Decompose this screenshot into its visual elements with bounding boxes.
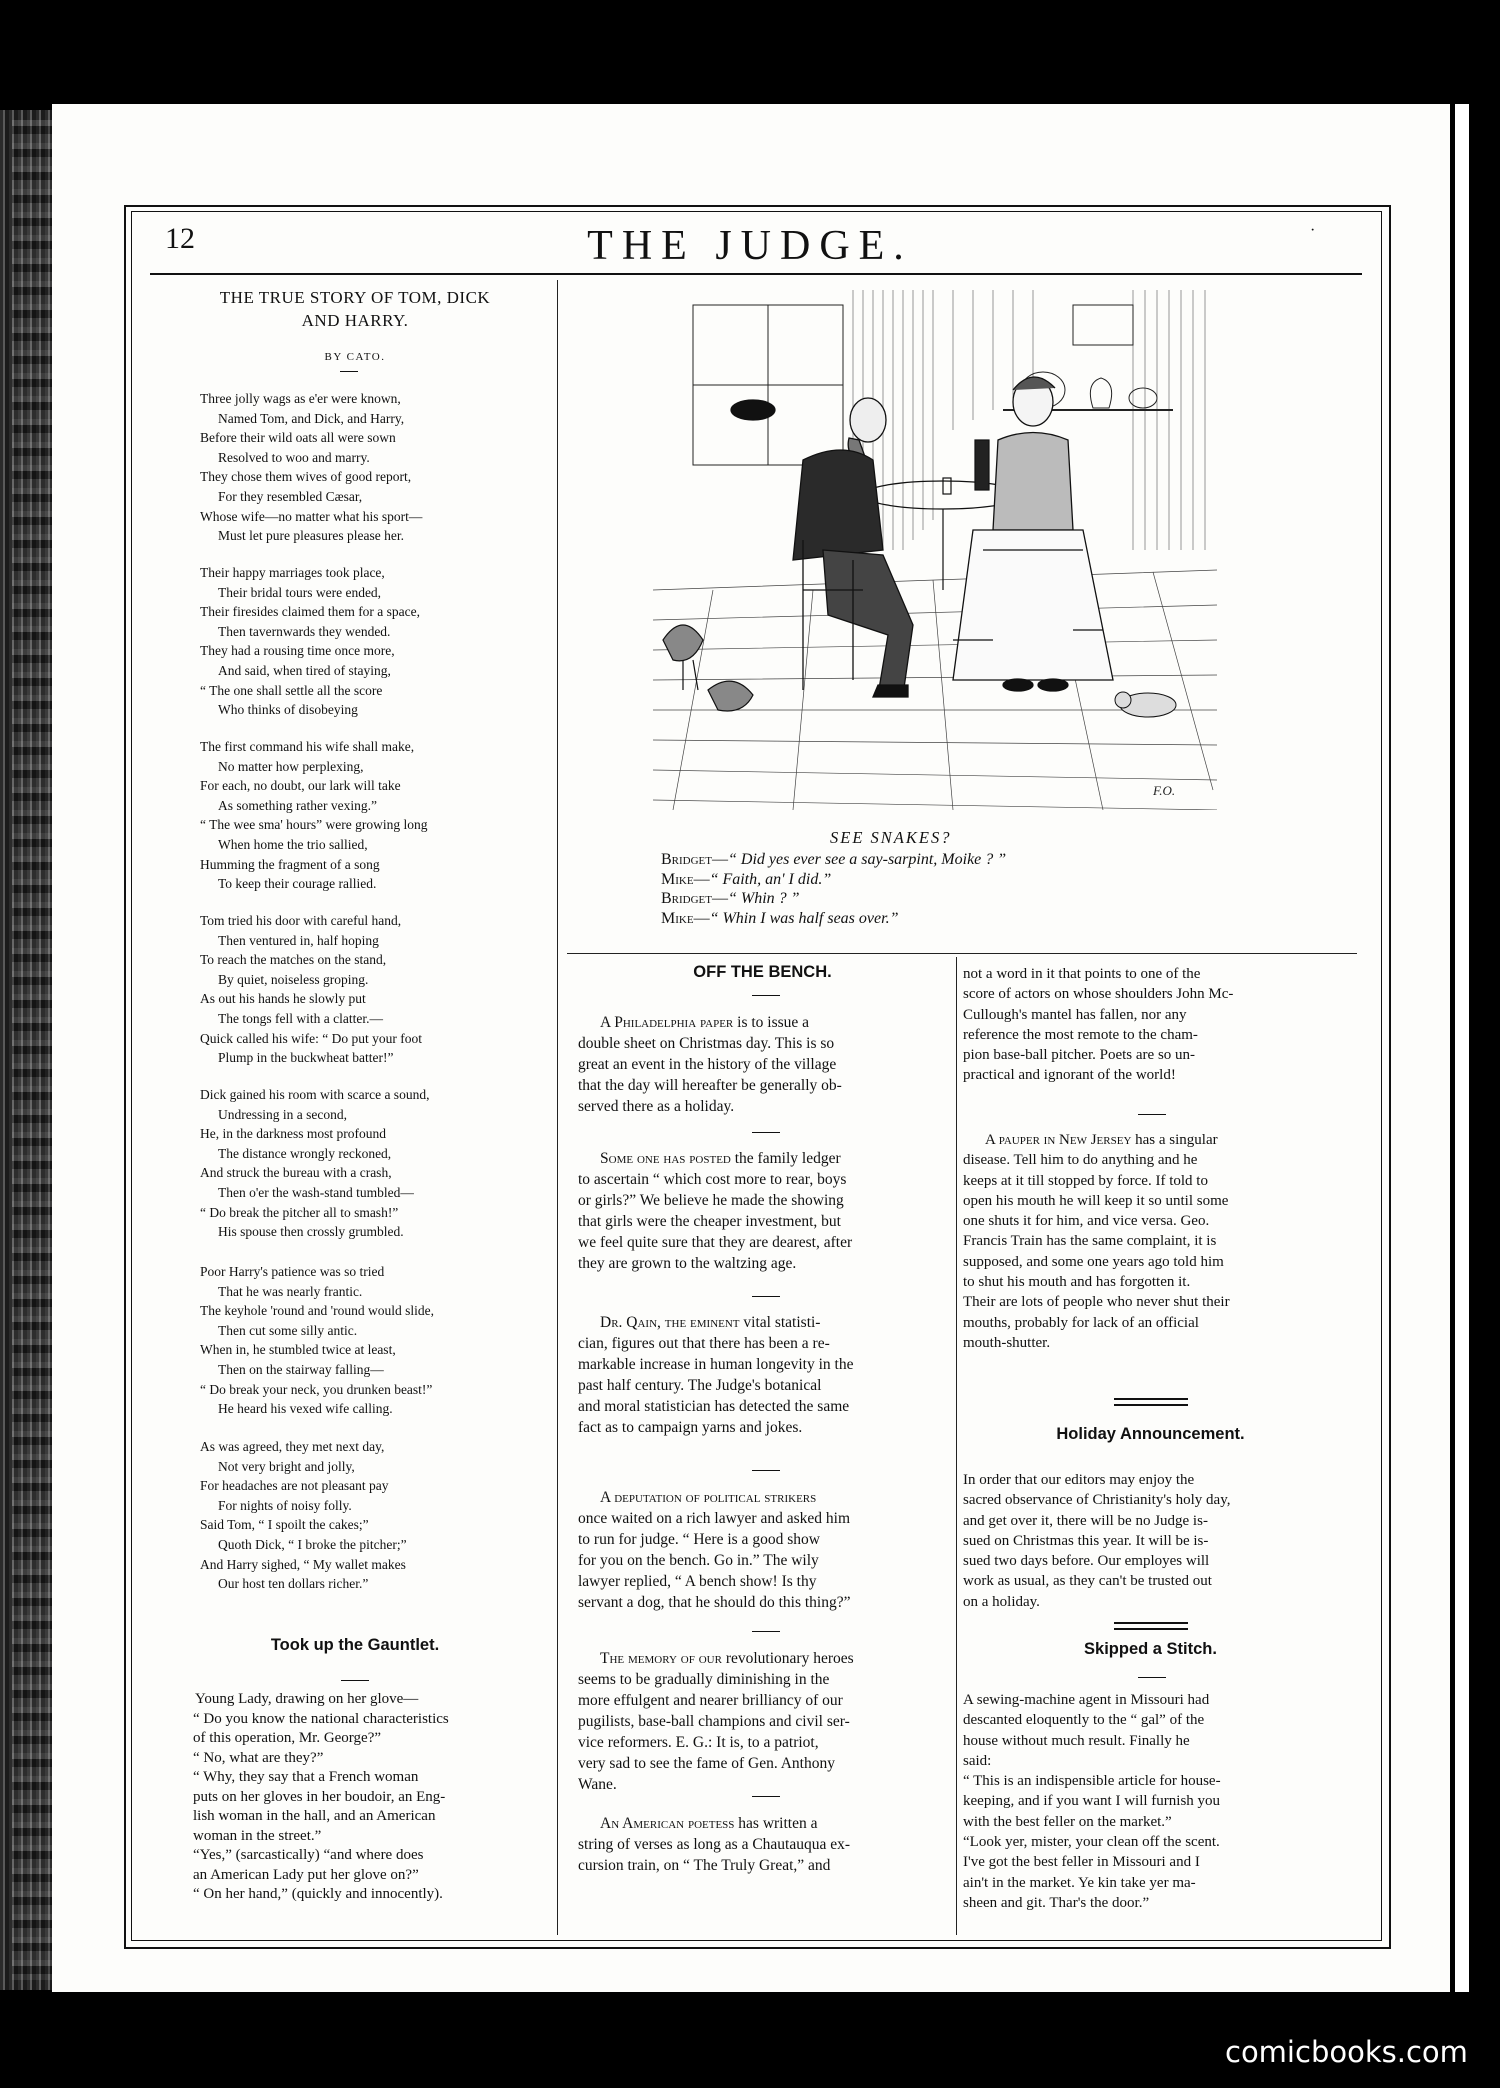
right-line [963, 1272, 1338, 1292]
right-line [963, 1511, 1338, 1531]
poem-line: Their bridal tours were ended, [218, 584, 382, 600]
bench-line [578, 1711, 950, 1732]
bench-text: to run for judge. “ Here is a good show [578, 1531, 820, 1548]
bench-line [578, 1012, 950, 1033]
poem-line: To keep their courage rallied. [218, 876, 377, 892]
poem-line: To reach the matches on the stand, [200, 952, 387, 968]
next-page-edge [1455, 104, 1469, 1992]
right-text: has a singular [1135, 1132, 1218, 1148]
off-the-bench-headline: OFF THE BENCH. [693, 963, 832, 981]
right-line [963, 1852, 1338, 1872]
hat [731, 400, 775, 420]
right-line [963, 1551, 1338, 1571]
poem-line: He, in the darkness most profound [200, 1126, 386, 1142]
gauntlet-line: “ No, what are they?” [193, 1749, 324, 1766]
bench-text: and moral statistician has detected the same [578, 1398, 850, 1415]
bench-text: markable increase in human longevity in the [578, 1356, 854, 1373]
poem-line: Humming the fragment of a song [200, 856, 380, 872]
right-text: keeping, and if you want I will furnish you [963, 1793, 1221, 1810]
right-line [963, 1751, 1338, 1771]
bench-text: has written a [738, 1815, 818, 1832]
bench-lead: Some one has posted [600, 1150, 731, 1167]
gauntlet-line: “ On her hand,” (quickly and innocently). [193, 1886, 443, 1902]
bench-text: vital statisti- [743, 1314, 821, 1331]
right-line [963, 1873, 1338, 1893]
gauntlet-line: an American Lady put her glove on?” [193, 1866, 419, 1883]
dialogue-dash: — [712, 890, 728, 907]
poem-line: Then cut some silly antic. [218, 1322, 358, 1338]
poem-stanza [200, 1085, 555, 1242]
bench-line [578, 1096, 950, 1117]
right-text: I've got the best feller in Missouri and I [963, 1854, 1200, 1871]
bench-text: great an event in the history of the village [578, 1056, 837, 1073]
right-line [963, 1150, 1338, 1170]
bench-line [578, 1417, 950, 1438]
right-line [963, 1211, 1338, 1231]
poem-line: Resolved to woo and marry. [218, 449, 370, 465]
right-text: reference the most remote to the cham- [963, 1026, 1198, 1043]
dialogue-text: “ Whin ? ” [728, 890, 800, 907]
right-line [963, 1005, 1338, 1025]
bench-line [578, 1669, 950, 1690]
gauntlet-line: woman in the street.” [193, 1827, 322, 1844]
right-line [963, 1191, 1338, 1211]
bench-line [578, 1648, 950, 1669]
column-rule-mid [956, 957, 957, 1935]
bench-line [578, 1333, 950, 1354]
bench-text: served there as a holiday. [578, 1098, 735, 1115]
bench-line [578, 1312, 950, 1333]
gauntlet-line: “ Why, they say that a French woman [193, 1769, 419, 1785]
bench-text: we feel quite sure that they are dearest, after [578, 1234, 853, 1251]
bench-text: seems to be gradually diminishing in the [578, 1671, 830, 1688]
bench-line [578, 1834, 950, 1855]
right-text: “ This is an indispensible article for house- [963, 1773, 1221, 1790]
poem-stanza [200, 737, 555, 894]
artist-signature: F.O. [1153, 783, 1176, 798]
right-line [963, 1731, 1338, 1751]
bench-line [578, 1571, 950, 1592]
bench-text: the family ledger [734, 1150, 841, 1167]
section-dash [752, 1631, 780, 1632]
bench-line [578, 1592, 950, 1613]
bench-line [578, 1375, 950, 1396]
poem-line: Then tavernwards they wended. [218, 623, 391, 639]
poem-line: Named Tom, and Dick, and Harry, [218, 410, 405, 426]
binding-texture [12, 120, 52, 1980]
double-rule [1114, 1622, 1188, 1630]
poem-line: The first command his wife shall make, [200, 739, 415, 754]
dialogue-speaker: Bridget [661, 890, 712, 907]
gauntlet-text [193, 1690, 553, 1905]
poem-title-line: AND HARRY. [301, 311, 409, 330]
bench-text: more effulgent and nearer brilliancy of our [578, 1692, 843, 1709]
poem-line: “ Do break the pitcher all to smash!” [200, 1204, 399, 1220]
poem-line: Before their wild oats all were sown [200, 430, 396, 446]
bench-text: servant a dog, that he should do this thing?” [578, 1594, 851, 1611]
poem-title-line: THE TRUE STORY OF TOM, DICK [219, 288, 491, 307]
cartoon-title: SEE SNAKES? [830, 828, 952, 847]
poem-stanza [200, 1437, 555, 1594]
poem-line: Must let pure pleasures please her. [218, 528, 404, 544]
wall-picture [1073, 305, 1133, 345]
man-figure [731, 398, 913, 697]
bench-lead: An American poetess [600, 1815, 735, 1832]
poem-line: That he was nearly frantic. [218, 1283, 363, 1299]
poem-line: For each, no doubt, our lark will take [200, 778, 401, 794]
poem-line: And Harry sighed, “ My wallet makes [200, 1556, 406, 1572]
dialogue-dash: — [712, 851, 728, 868]
right-text: on a holiday. [963, 1593, 1040, 1610]
right-text: score of actors on whose shoulders John Mc- [963, 986, 1234, 1003]
double-rule [1114, 1398, 1188, 1406]
bench-line [578, 1690, 950, 1711]
bench-text: vice reformers. E. G.: It is, to a patriot, [578, 1734, 819, 1751]
dialogue-text: “ Did yes ever see a say-sarpint, Moike ? ” [728, 851, 1007, 868]
bench-line [578, 1774, 950, 1795]
poem-line: Their happy marriages took place, [200, 565, 385, 580]
gauntlet-line: “Yes,” (sarcastically) “and where does [193, 1847, 424, 1863]
right-text: one shuts it for him, and vice versa. Geo. [963, 1213, 1210, 1230]
bench-line [578, 1855, 950, 1876]
right-line [963, 1333, 1338, 1353]
right-paragraph [963, 1690, 1338, 1913]
poem-line: And said, when tired of staying, [218, 662, 391, 678]
right-line [963, 1531, 1338, 1551]
right-text: A sewing-machine agent in Missouri had [963, 1692, 1210, 1708]
right-line [963, 1252, 1338, 1272]
bench-text: they are grown to the waltzing age. [578, 1255, 797, 1272]
bench-text: pugilists, base-ball champions and civil ser- [578, 1713, 850, 1730]
section-dash [341, 1680, 369, 1681]
bench-line [578, 1354, 950, 1375]
right-text: to shut his mouth and has forgotten it. [963, 1274, 1191, 1291]
poem-line: Quick called his wife: “ Do put your foot [200, 1030, 422, 1046]
right-text: and get over it, there will be no Judge is- [963, 1512, 1208, 1529]
poem-line: Dick gained his room with scarce a sound, [200, 1087, 430, 1102]
cartoon-caption [661, 850, 1221, 928]
stitch-headline: Skipped a Stitch. [1084, 1640, 1217, 1658]
right-line [963, 1130, 1338, 1150]
right-line [963, 1791, 1338, 1811]
bench-lead: A deputation of political strikers [600, 1489, 817, 1506]
bench-item [578, 1012, 950, 1117]
section-dash [752, 1132, 780, 1133]
holiday-headline: Holiday Announcement. [1056, 1425, 1245, 1443]
poem-line: When home the trio sallied, [218, 836, 368, 852]
right-text: disease. Tell him to do anything and he [963, 1152, 1198, 1169]
right-line [963, 1812, 1338, 1832]
gauntlet-line: Young Lady, drawing on her glove— [195, 1691, 419, 1707]
right-line [963, 964, 1338, 984]
right-text: Francis Train has the same complaint, it is [963, 1233, 1217, 1250]
bench-line [578, 1396, 950, 1417]
bench-line [578, 1148, 950, 1169]
poem-line: For headaches are not pleasant pay [200, 1478, 389, 1494]
right-line [963, 1710, 1338, 1730]
right-line [963, 1893, 1338, 1913]
right-text: Cullough's mantel has fallen, nor any [963, 1006, 1187, 1023]
bench-line [578, 1529, 950, 1550]
bench-line [578, 1033, 950, 1054]
poem-line: For nights of noisy folly. [218, 1497, 352, 1513]
page-number: 12 [165, 222, 195, 255]
bench-line [578, 1253, 950, 1274]
right-text: open his mouth he will keep it so until some [963, 1192, 1229, 1209]
right-paragraph [963, 964, 1338, 1086]
masthead: THE JUDGE. [587, 223, 913, 269]
jug [1090, 378, 1111, 408]
poem-line: The tongs fell with a clatter.— [218, 1010, 383, 1026]
dialogue-line [661, 850, 1221, 870]
right-text: sued on Christmas this year. It will be is- [963, 1532, 1209, 1549]
dialogue-speaker: Mike [661, 870, 694, 888]
poem-line: When in, he stumbled twice at least, [200, 1342, 396, 1358]
poem-line: As something rather vexing.” [218, 797, 377, 813]
right-paragraph [963, 1130, 1338, 1353]
poem-line: “ The one shall settle all the score [200, 682, 383, 698]
right-text: Their are lots of people who never shut their [963, 1294, 1230, 1311]
poem-line: As out his hands he slowly put [200, 991, 366, 1007]
bench-line [578, 1732, 950, 1753]
poem-byline: BY CATO. [324, 351, 386, 363]
dialogue-dash: — [693, 870, 710, 888]
dialogue-text: “ Faith, an' I did.” [709, 870, 832, 888]
bench-text: past half century. The Judge's botanical [578, 1377, 822, 1394]
poem-line: Their firesides claimed them for a space, [200, 604, 421, 620]
right-text: “Look yer, mister, your clean off the scent. [963, 1834, 1220, 1851]
bench-text: or girls?” We believe he made the showing [578, 1192, 844, 1209]
right-text: work as usual, as they can't be trusted out [963, 1573, 1212, 1590]
bench-item [578, 1648, 950, 1795]
poem-line: Not very bright and jolly, [218, 1458, 355, 1474]
right-line [963, 1571, 1338, 1591]
poem-line: Who thinks of disobeying [218, 702, 358, 718]
woman-figure [953, 377, 1113, 691]
right-text: ain't in the market. Ye kin take yer ma- [963, 1874, 1196, 1891]
right-line [963, 1171, 1338, 1191]
poem-line: They chose them wives of good report, [200, 469, 412, 485]
dialogue-dash: — [693, 909, 710, 927]
bench-text: fact as to campaign yarns and jokes. [578, 1419, 803, 1436]
section-dash [752, 995, 780, 996]
right-text: practical and ignorant of the world! [963, 1067, 1176, 1084]
bench-text: that girls were the cheaper investment, but [578, 1213, 841, 1230]
poem-line: His spouse then crossly grumbled. [218, 1224, 404, 1240]
right-line [963, 1832, 1338, 1852]
right-text: said: [963, 1752, 992, 1769]
bench-item [578, 1148, 950, 1274]
bench-line [578, 1753, 950, 1774]
right-line [963, 1490, 1338, 1510]
bench-line [578, 1054, 950, 1075]
poem-line: “ Do break your neck, you drunken beast!” [200, 1381, 433, 1397]
right-line [963, 1292, 1338, 1312]
bench-text: double sheet on Christmas day. This is so [578, 1035, 835, 1052]
bench-text: string of verses as long as a Chautauqua ex- [578, 1836, 851, 1853]
right-line [963, 1690, 1338, 1710]
bench-line [578, 1232, 950, 1253]
bench-text: cian, figures out that there has been a re- [578, 1335, 830, 1352]
site-watermark: comicbooks.com [1225, 2035, 1468, 2069]
right-text: pion base-ball pitcher. Poets are so un- [963, 1047, 1196, 1064]
poem-stanza [200, 389, 555, 546]
section-dash [752, 1296, 780, 1297]
right-lead: A pauper in New Jersey [985, 1132, 1132, 1148]
bench-line [578, 1550, 950, 1571]
poem-stanza [200, 911, 555, 1068]
masthead-rule [150, 273, 1362, 275]
poem-line: The keyhole 'round and 'round would slide, [200, 1303, 434, 1319]
poem-line: He heard his vexed wife calling. [218, 1401, 393, 1417]
bench-text: to ascertain “ which cost more to rear, boys [578, 1171, 847, 1188]
poem-stanza [200, 1262, 555, 1419]
bench-line [578, 1813, 950, 1834]
right-text: keeps at it till stopped by force. If told to [963, 1172, 1208, 1189]
poem-line: By quiet, noiseless groping. [218, 971, 369, 987]
chickens [663, 625, 753, 711]
poem-line: Then on the stairway falling— [218, 1361, 384, 1377]
poem-line: Quoth Dick, “ I broke the pitcher;” [218, 1536, 407, 1552]
bench-text: revolutionary heroes [725, 1650, 854, 1667]
dialogue-speaker: Mike [661, 909, 694, 927]
bench-item [578, 1487, 950, 1613]
poem-line: No matter how perplexing, [218, 758, 364, 774]
dialogue-speaker: Bridget [661, 851, 712, 868]
poem-line: “ The wee sma' hours” were growing long [200, 817, 428, 833]
bench-text: once waited on a rich lawyer and asked him [578, 1510, 851, 1527]
bench-text: that the day will hereafter be generally ob- [578, 1077, 842, 1094]
poem-line: Plump in the buckwheat batter!” [218, 1050, 394, 1066]
bench-line [578, 1075, 950, 1096]
right-text: house without much result. Finally he [963, 1732, 1190, 1749]
poem-line: And struck the bureau with a crash, [200, 1165, 392, 1181]
corner-mark: · [1310, 222, 1316, 239]
bench-item [578, 1312, 950, 1438]
right-text: sheen and git. Thar's the door.” [963, 1894, 1150, 1911]
gauntlet-line: lish woman in the hall, and an American [193, 1808, 436, 1824]
right-text: In order that our editors may enjoy the [963, 1472, 1195, 1488]
right-text: descanted eloquently to the “ gal” of the [963, 1712, 1205, 1729]
kitchen-background [693, 290, 1205, 550]
bench-lead: The memory of our [600, 1650, 722, 1667]
cartoon-illustration [653, 290, 1217, 810]
poem-line: Tom tried his door with careful hand, [200, 913, 402, 928]
section-dash [1138, 1677, 1166, 1678]
bench-text: is to issue a [737, 1014, 810, 1031]
right-line [963, 1025, 1338, 1045]
poem-line: Said Tom, “ I spoilt the cakes;” [200, 1517, 369, 1533]
poem-stanza [200, 563, 555, 720]
section-dash [752, 1470, 780, 1471]
cat [1115, 692, 1176, 717]
right-line [963, 1313, 1338, 1333]
right-text: sued two days before. Our employes will [963, 1553, 1210, 1570]
right-line [963, 1771, 1338, 1791]
poem-line: Then o'er the wash-stand tumbled— [218, 1184, 414, 1200]
bench-line [578, 1211, 950, 1232]
section-dash [1138, 1114, 1166, 1115]
right-line [963, 1592, 1338, 1612]
poem-line: Our host ten dollars richer.” [218, 1576, 369, 1592]
cartoon-bottom-rule [567, 953, 1357, 954]
bench-item [578, 1813, 950, 1876]
section-dash [752, 1796, 780, 1797]
poem-line: Poor Harry's patience was so tried [200, 1264, 385, 1279]
bench-lead: A Philadelphia paper [600, 1014, 734, 1031]
bench-text: cursion train, on “ The Truly Great,” and [578, 1857, 831, 1874]
right-text: supposed, and some one years ago told him [963, 1253, 1224, 1270]
gauntlet-line: “ Do you know the national characteristics [193, 1710, 449, 1727]
poem-line: Then ventured in, half hoping [218, 932, 379, 948]
dialogue-line [661, 889, 1221, 909]
byline-dash [340, 371, 358, 372]
right-text: not a word in it that points to one of the [963, 966, 1201, 982]
right-line [963, 984, 1338, 1004]
poem-line: Whose wife—no matter what his sport— [200, 508, 423, 524]
dialogue-line [661, 909, 1221, 929]
gauntlet-line: puts on her gloves in her boudoir, an Eng- [193, 1788, 446, 1805]
dialogue-line [661, 870, 1221, 890]
poem-line: As was agreed, they met next day, [200, 1439, 385, 1454]
bench-lead: Dr. Qain, the eminent [600, 1314, 740, 1331]
poem-line: For they resembled Cæsar, [218, 488, 363, 504]
poem-title [160, 286, 550, 332]
bench-text: lawyer replied, “ A bench show! Is thy [578, 1573, 817, 1590]
right-text: mouth-shutter. [963, 1334, 1051, 1351]
bench-line [578, 1508, 950, 1529]
bench-line [578, 1169, 950, 1190]
right-text: sacred observance of Christianity's holy day, [963, 1492, 1231, 1509]
bench-text: Wane. [578, 1776, 617, 1793]
right-line [963, 1470, 1338, 1490]
poem-line: They had a rousing time once more, [200, 643, 395, 659]
poem-line: Undressing in a second, [218, 1106, 347, 1122]
bench-text: for you on the bench. Go in.” The wily [578, 1552, 819, 1569]
right-text: with the best feller on the market.” [963, 1813, 1172, 1830]
right-line [963, 1045, 1338, 1065]
bench-line [578, 1190, 950, 1211]
right-text: mouths, probably for lack of an official [963, 1314, 1199, 1331]
gauntlet-line: of this operation, Mr. George?” [193, 1730, 382, 1746]
right-line [963, 1065, 1338, 1085]
dialogue-text: “ Whin I was half seas over.” [709, 909, 899, 927]
right-paragraph [963, 1470, 1338, 1612]
column-rule-left [557, 280, 558, 1935]
bench-line [578, 1487, 950, 1508]
poem-line: Three jolly wags as e'er were known, [200, 391, 401, 406]
bench-text: very sad to see the fame of Gen. Anthony [578, 1755, 835, 1772]
poem-line: The distance wrongly reckoned, [218, 1145, 392, 1161]
gauntlet-headline: Took up the Gauntlet. [270, 1636, 440, 1654]
right-line [963, 1231, 1338, 1251]
